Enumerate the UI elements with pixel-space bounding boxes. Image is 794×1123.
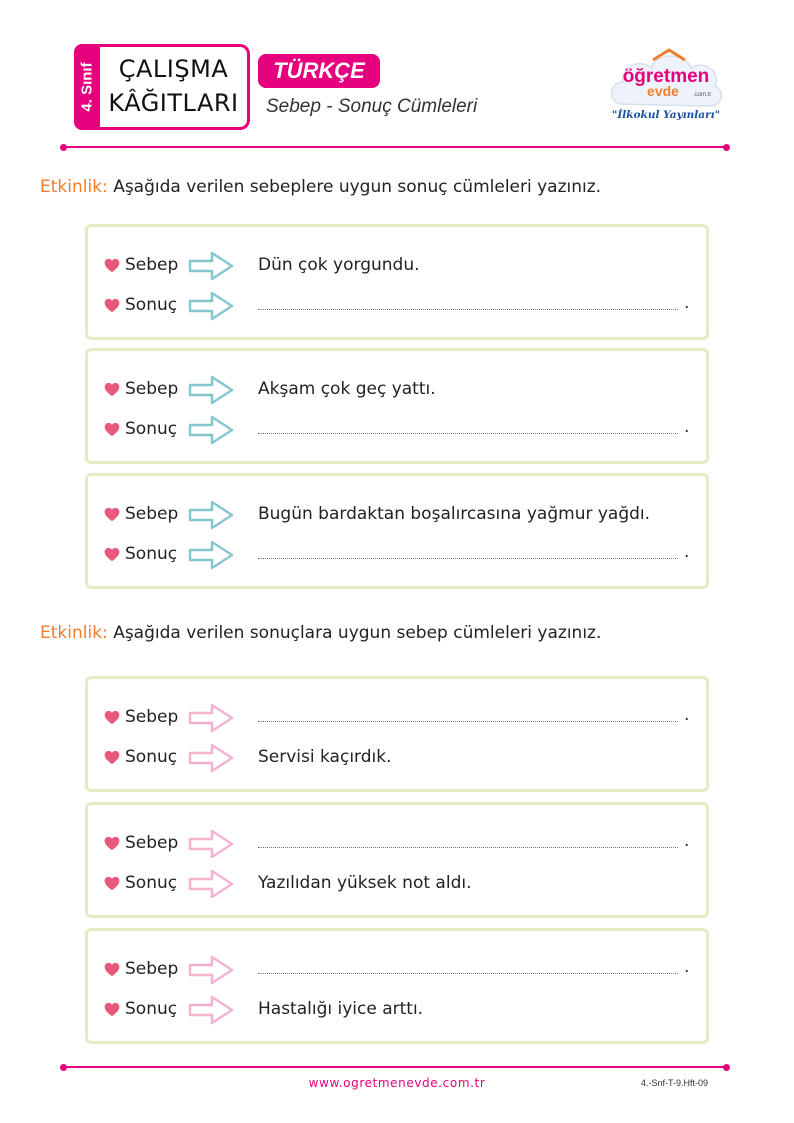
answer-line[interactable] — [258, 721, 678, 722]
title-line-1: ÇALIŞMA — [118, 55, 229, 83]
cause-label: Sebep — [125, 959, 179, 979]
divider-dot — [723, 1064, 730, 1071]
cause-text: Dün çok yorgundu. — [258, 255, 420, 275]
effect-row — [88, 995, 706, 1025]
effect-label: Sonuç — [125, 999, 178, 1019]
answer-period: . — [684, 831, 690, 851]
effect-label: Sonuç — [125, 747, 178, 767]
effect-label: Sonuç — [125, 873, 178, 893]
activity-1-instruction — [40, 177, 601, 197]
exercise-box — [85, 802, 709, 918]
cause-row — [88, 955, 706, 985]
topic-title: Sebep - Sonuç Cümleleri — [266, 96, 478, 117]
logo-domain: .com.tr — [693, 92, 712, 98]
arrow-right-icon — [188, 415, 234, 445]
cause-text: Akşam çok geç yattı. — [258, 379, 436, 399]
effect-label: Sonuç — [125, 544, 178, 564]
cause-row — [88, 375, 706, 405]
footer-code: 4.-Snf-T-9.Hft-09 — [641, 1078, 709, 1088]
heart-icon — [104, 836, 120, 851]
cause-label: Sebep — [125, 707, 179, 727]
activity-2-instruction — [40, 623, 601, 643]
arrow-right-icon — [188, 375, 234, 405]
title-line-2: KÂĞITLARI — [108, 89, 239, 117]
cause-label: Sebep — [125, 504, 179, 524]
arrow-right-icon — [188, 829, 234, 859]
effect-row — [88, 291, 706, 321]
heart-icon — [104, 258, 120, 273]
arrow-right-icon — [188, 291, 234, 321]
answer-period: . — [684, 417, 690, 437]
heart-icon — [104, 962, 120, 977]
cause-label: Sebep — [125, 255, 179, 275]
heart-icon — [104, 750, 120, 765]
answer-period: . — [684, 293, 690, 313]
effect-label: Sonuç — [125, 295, 178, 315]
exercise-box — [85, 928, 709, 1044]
exercise-box — [85, 224, 709, 340]
activity-2-label: Etkinlik: — [40, 623, 108, 643]
arrow-right-icon — [188, 540, 234, 570]
cause-label: Sebep — [125, 833, 179, 853]
divider-dot — [723, 144, 730, 151]
divider-dot — [60, 144, 67, 151]
activity-1-text: Aşağıda verilen sebeplere uygun sonuç cümleleri yazınız. — [113, 177, 602, 197]
logo-tagline: "İlkokul Yayınları" — [611, 109, 721, 121]
effect-row — [88, 540, 706, 570]
effect-label: Sonuç — [125, 419, 178, 439]
logo-brand-line1: öğretmen — [622, 66, 710, 87]
grade-tab — [74, 44, 100, 130]
cause-row — [88, 500, 706, 530]
effect-row — [88, 743, 706, 773]
ogretmenevde-logo — [607, 46, 725, 130]
effect-row — [88, 869, 706, 899]
answer-line[interactable] — [258, 558, 678, 559]
arrow-right-icon — [188, 995, 234, 1025]
cause-text: Bugün bardaktan boşalırcasına yağmur yağdı. — [258, 504, 651, 524]
arrow-right-icon — [188, 703, 234, 733]
answer-line[interactable] — [258, 433, 678, 434]
heart-icon — [104, 876, 120, 891]
cause-label: Sebep — [125, 379, 179, 399]
arrow-right-icon — [188, 251, 234, 281]
divider-dot — [60, 1064, 67, 1071]
exercise-box — [85, 676, 709, 792]
heart-icon — [104, 422, 120, 437]
subject-badge: TÜRKÇE — [258, 54, 380, 88]
exercise-box — [85, 348, 709, 464]
effect-text: Servisi kaçırdık. — [258, 747, 392, 767]
grade-label: 4. Sınıf — [78, 62, 96, 112]
footer-divider — [64, 1066, 727, 1068]
arrow-right-icon — [188, 500, 234, 530]
cause-row — [88, 829, 706, 859]
answer-line[interactable] — [258, 973, 678, 974]
activity-1-label: Etkinlik: — [40, 177, 108, 197]
activity-2-text: Aşağıda verilen sonuçlara uygun sebep cümleleri yazınız. — [113, 623, 602, 643]
cause-row — [88, 251, 706, 281]
effect-text: Yazılıdan yüksek not aldı. — [258, 873, 472, 893]
arrow-right-icon — [188, 869, 234, 899]
heart-icon — [104, 382, 120, 397]
effect-row — [88, 415, 706, 445]
answer-period: . — [684, 705, 690, 725]
logo-brand-line2: evde — [647, 83, 679, 99]
answer-period: . — [684, 542, 690, 562]
header-divider — [64, 146, 727, 148]
arrow-right-icon — [188, 955, 234, 985]
effect-text: Hastalığı iyice arttı. — [258, 999, 424, 1019]
heart-icon — [104, 1002, 120, 1017]
heart-icon — [104, 710, 120, 725]
exercise-box — [85, 473, 709, 589]
title-box — [100, 44, 250, 130]
heart-icon — [104, 298, 120, 313]
answer-line[interactable] — [258, 309, 678, 310]
heart-icon — [104, 507, 120, 522]
footer-url[interactable]: www.ogretmenevde.com.tr — [308, 1076, 486, 1090]
answer-period: . — [684, 957, 690, 977]
arrow-right-icon — [188, 743, 234, 773]
cause-row — [88, 703, 706, 733]
answer-line[interactable] — [258, 847, 678, 848]
heart-icon — [104, 547, 120, 562]
